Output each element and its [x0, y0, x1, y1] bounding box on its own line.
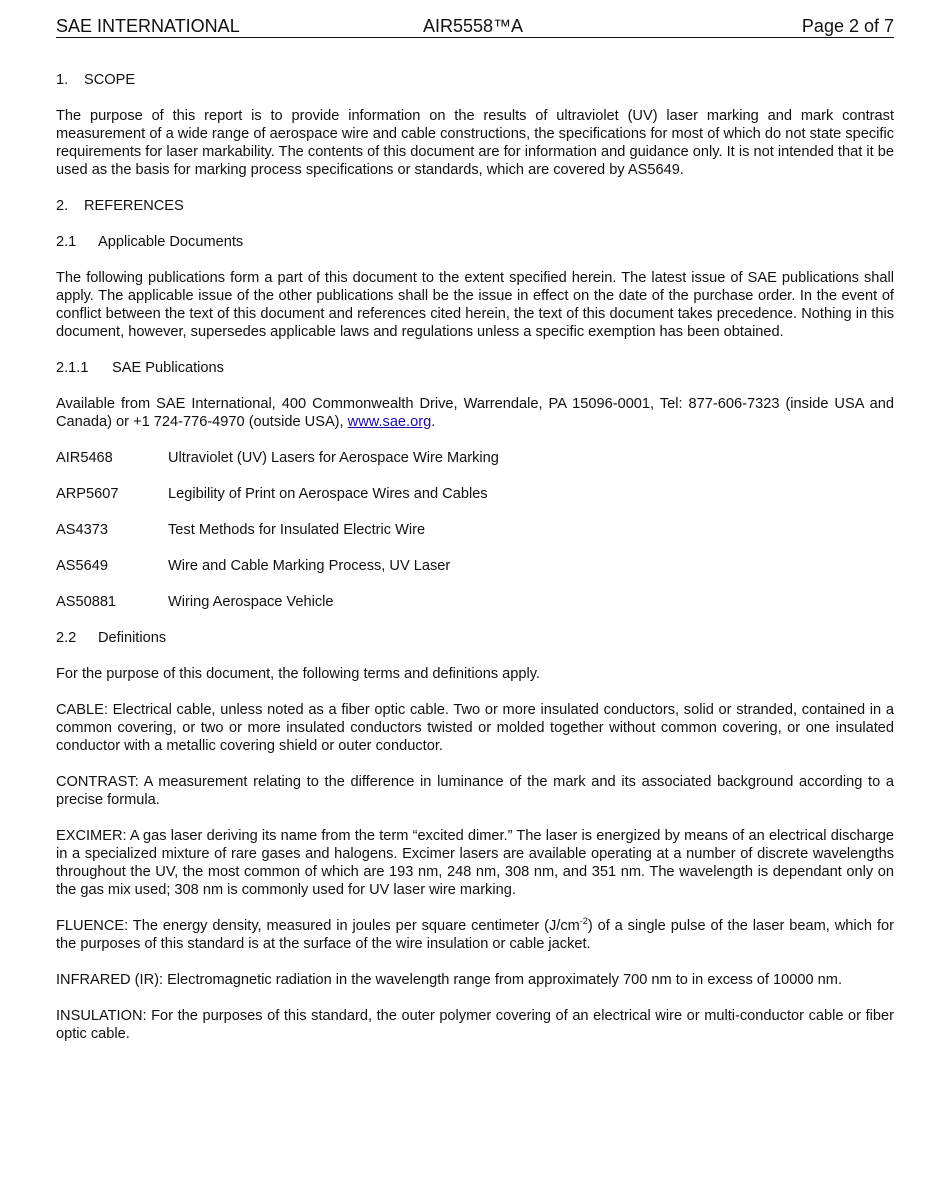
- reference-title: Ultraviolet (UV) Lasers for Aerospace Wire Marking: [168, 450, 499, 466]
- reference-title: Test Methods for Insulated Electric Wire: [168, 522, 426, 538]
- definition-contrast: CONTRAST: A measurement relating to the difference in luminance of the mark and its associated background according to a precise formula.: [56, 774, 894, 808]
- reference-title: Wire and Cable Marking Process, UV Laser: [168, 558, 451, 574]
- reference-item: [56, 593, 894, 611]
- section-heading-definitions: 2.2 Definitions: [56, 630, 167, 646]
- document-body: [56, 71, 894, 1043]
- reference-code: AS4373: [56, 522, 108, 538]
- section-heading-applicable-documents: 2.1 Applicable Documents: [56, 234, 244, 250]
- header-org: SAE INTERNATIONAL: [56, 16, 240, 36]
- header-doc-number: AIR5558™A: [423, 16, 524, 36]
- definition-fluence: FLUENCE: The energy density, measured in joules per square centimeter $(J/cm^{-2})$ of a single pulse of the laser beam, which for the purposes of this standard is at the surface of the wire insulation or cable jacket.: [56, 916, 894, 952]
- applicable-documents-paragraph: The following publications form a part of this document to the extent specified herein. The latest issue of SAE publications shall apply. The applicable issue of the other publications shall be the issue in effect on the date of the purchase order. In the event of conflict between the text of this document and references cited herein, the text of this document takes precedence. Nothing in this document, however, supersedes applicable laws and regulations unless a specific exemption has been obtained.: [56, 270, 894, 340]
- section-heading-scope: 1. SCOPE: [56, 72, 136, 88]
- scope-paragraph: The purpose of this report is to provide information on the results of ultraviolet (UV) laser marking and mark contrast measurement of a wide range of aerospace wire and cable constructions, the specifications for most of which do not state specific requirements for laser markability. The contents of this document are for information and guidance only. It is not intended that it be used as the basis for marking process specifications or standards, which are covered by AS5649.: [56, 108, 894, 178]
- reference-code: AIR5468: [56, 450, 113, 466]
- reference-item: [56, 449, 894, 467]
- reference-item: [56, 557, 894, 575]
- reference-code: ARP5607: [56, 486, 119, 502]
- sae-website-link[interactable]: www.sae.org: [347, 414, 432, 430]
- reference-title: Wiring Aerospace Vehicle: [168, 594, 334, 610]
- definition-cable: CABLE: Electrical cable, unless noted as a fiber optic cable. Two or more insulated conductors, solid or stranded, contained in a common covering, or two or more insulated conductors twisted or molded together without common covering, or one insulated conductor with a metallic covering shield or outer conductor.: [56, 702, 894, 754]
- sae-publications-paragraph: Available from SAE International, 400 Commonwealth Drive, Warrendale, PA 15096-0001, Tel: 877-606-7323 (inside USA and Canada) or +1 724-776-4970 (outside USA), www.sae.org.: [56, 396, 894, 430]
- reference-item: [56, 521, 894, 539]
- section-heading-references: 2. REFERENCES: [56, 198, 184, 214]
- section-heading-sae-publications: 2.1.1 SAE Publications: [56, 360, 224, 376]
- definition-insulation: INSULATION: For the purposes of this standard, the outer polymer covering of an electrical wire or multi-conductor cable or fiber optic cable.: [56, 1008, 894, 1042]
- page-header: [56, 16, 894, 38]
- reference-item: [56, 485, 894, 503]
- header-page-number: Page 2 of 7: [801, 16, 894, 36]
- definitions-intro: For the purpose of this document, the following terms and definitions apply.: [56, 666, 541, 682]
- reference-code: AS50881: [56, 594, 117, 610]
- definition-excimer: EXCIMER: A gas laser deriving its name from the term “excited dimer.” The laser is energized by means of an electrical discharge in a specialized mixture of rare gases and halogens. Excimer lasers are available operating at a number of discrete wavelengths throughout the UV, the most common of which are 193 nm, 248 nm, 308 nm, and 351 nm. The wavelength is dependant only on the gas mix used; 308 nm is commonly used for UV laser wire marking.: [56, 828, 894, 898]
- reference-title: Legibility of Print on Aerospace Wires and Cables: [168, 486, 488, 502]
- definition-infrared: INFRARED (IR): Electromagnetic radiation in the wavelength range from approximately 700 nm to in excess of 10000 nm.: [56, 972, 842, 988]
- reference-code: AS5649: [56, 558, 108, 574]
- document-page: [56, 16, 894, 1043]
